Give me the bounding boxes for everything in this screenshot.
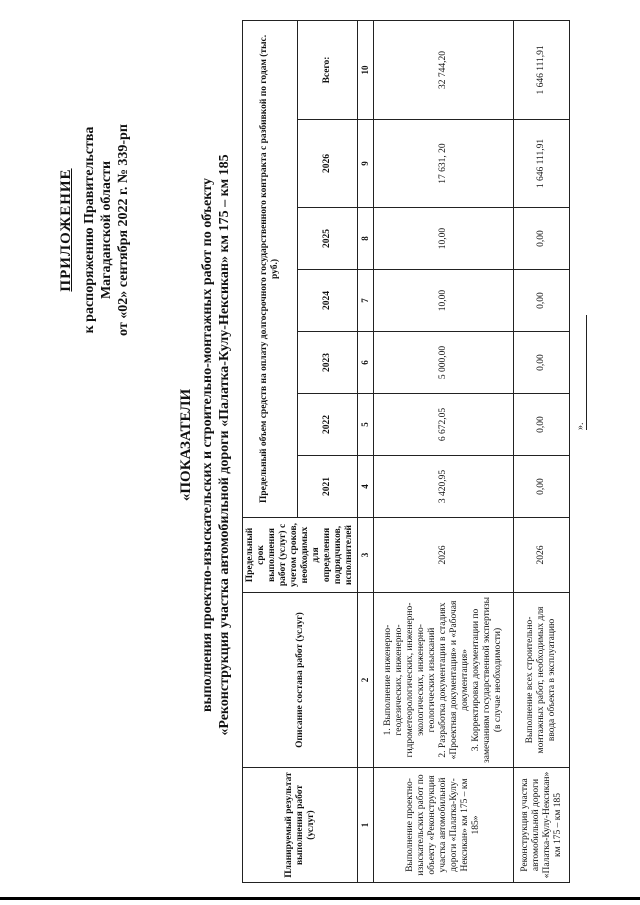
header-year-2022: 2022 <box>298 394 358 456</box>
row-value-2022: 6 672,05 <box>374 394 514 456</box>
row-value-2023: 5 000,00 <box>374 332 514 394</box>
column-number: 3 <box>358 518 374 593</box>
title-line-3: «Реконструкция участка автомобильной дороги «Палатка-Кулу-Нексикан» км 175 – км 185 <box>217 154 232 736</box>
column-number: 10 <box>358 20 374 119</box>
row-deadline: 2026 <box>514 518 570 593</box>
table-row <box>514 20 570 882</box>
row-result: Реконструкция участка автомобильной дороги «Палатка-Кулу-Нексикан» км 175 – км 185 <box>514 768 570 883</box>
row-value-2024: 10,00 <box>374 270 514 332</box>
row-value-2023: 0,00 <box>514 332 570 394</box>
column-numbers-row <box>358 20 374 882</box>
header-year-2026: 2026 <box>298 120 358 208</box>
appendix-line-3: от «02» сентября 2022 г. № 339-рп <box>116 124 131 336</box>
header-description: Описание состава работ (услуг) <box>243 593 358 768</box>
row-value-2022: 0,00 <box>514 394 570 456</box>
row-description: 1. Выполнение инженерно-геодезических, инженерно-гидрометеорологических, инженерно-экологических, инженерно-геологических изысканий 2. Разработка документации в стадиях «Проектная документация» и «Рабочая документация» 3. Корректировка документации по замечаниям государственной экспертизы (в случае необходимости) <box>374 593 514 768</box>
header-year-2021: 2021 <box>298 456 358 518</box>
column-number: 1 <box>358 768 374 883</box>
title-line-2: выполнения проектно-изыскательских и строительно-монтажных работ по объекту <box>200 178 215 712</box>
row-value-total: 32 744,20 <box>374 20 514 119</box>
header-year-2025: 2025 <box>298 208 358 270</box>
column-number: 6 <box>358 332 374 394</box>
table-row <box>374 20 514 882</box>
header-funding-group: Предельный объем средств на оплату долгосрочного государственного контракта с разбивкой по годам (тыс. руб.) <box>243 20 298 517</box>
row-description: Выполнение всех строительно- монтажных работ, необходимых для ввода объекта в эксплуатацию <box>514 593 570 768</box>
column-number: 8 <box>358 208 374 270</box>
document-title <box>178 65 233 825</box>
row-result: Выполнение проектно-изыскательских работ по объекту «Реконструкция участка автомобильной дороги «Палатка-Кулу-Нексикан» км 175 – км 185» <box>374 768 514 883</box>
scan-edge-bar <box>0 897 640 900</box>
column-number: 2 <box>358 593 374 768</box>
header-result: Планируемый результат выполнения работ (услуг) <box>243 768 358 883</box>
row-deadline: 2026 <box>374 518 514 593</box>
header-total: Всего: <box>298 20 358 119</box>
column-number: 9 <box>358 120 374 208</box>
appendix-line-1: к распоряжению Правительства <box>82 126 97 334</box>
column-number: 7 <box>358 270 374 332</box>
closing-mark: ». <box>575 315 587 430</box>
row-value-2021: 3 420,95 <box>374 456 514 518</box>
row-value-2026: 17 631, 20 <box>374 120 514 208</box>
indicators-table <box>242 20 570 883</box>
header-year-2024: 2024 <box>298 270 358 332</box>
header-deadline: Предельный срок выполнения работ (услуг) с учетом сроков, необходимых для определения подрядчиков, исполнителей <box>243 518 358 593</box>
appendix-heading: ПРИЛОЖЕНИЕ <box>58 168 74 292</box>
title-main: «ПОКАЗАТЕЛИ <box>178 388 194 502</box>
appendix-block <box>58 70 132 390</box>
row-value-2024: 0,00 <box>514 270 570 332</box>
row-value-2026: 1 646 111,91 <box>514 120 570 208</box>
row-value-total: 1 646 111,91 <box>514 20 570 119</box>
row-value-2025: 10,00 <box>374 208 514 270</box>
appendix-line-2: Магаданской области <box>99 160 114 300</box>
header-year-2023: 2023 <box>298 332 358 394</box>
column-number: 5 <box>358 394 374 456</box>
row-value-2025: 0,00 <box>514 208 570 270</box>
row-value-2021: 0,00 <box>514 456 570 518</box>
column-number: 4 <box>358 456 374 518</box>
